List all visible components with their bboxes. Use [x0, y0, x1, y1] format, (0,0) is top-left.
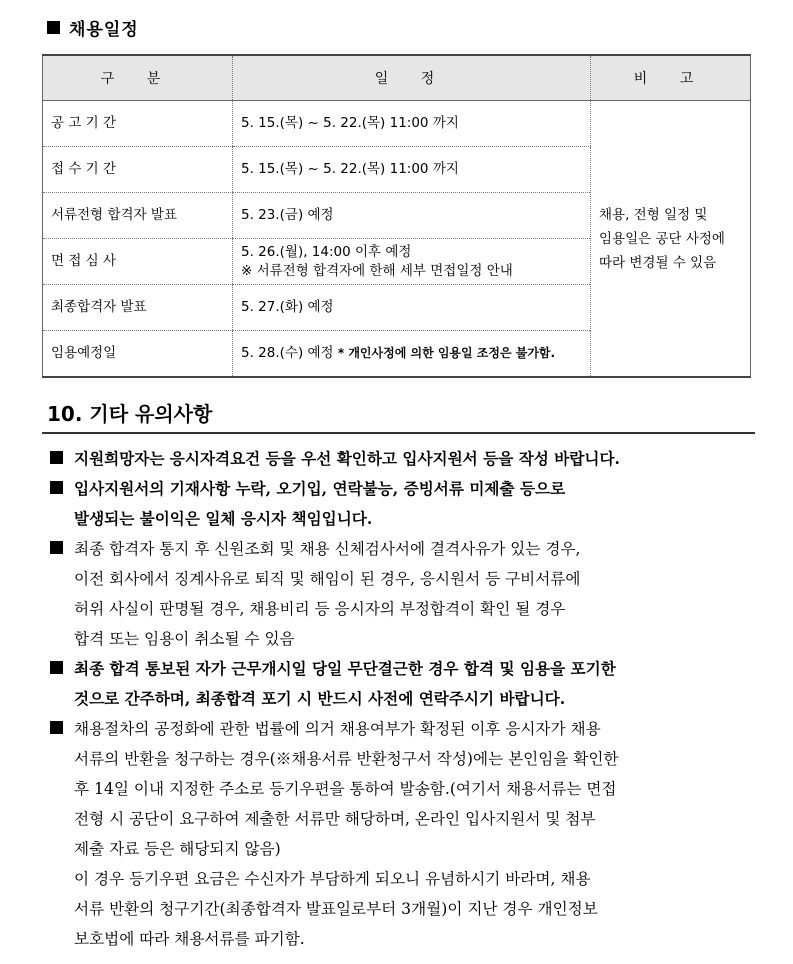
row-schedule-text: 5. 28.(수) 예정 — [241, 345, 334, 361]
list-item — [50, 534, 762, 654]
list-item — [50, 474, 762, 534]
list-item-line: 최종 합격 통보된 자가 근무개시일 당일 무단결근한 경우 합격 및 임용을 포기한 — [74, 659, 616, 678]
row-label: 공 고 기 간 — [43, 101, 233, 147]
square-bullet-icon — [50, 661, 63, 674]
section-notes-title: 10. 기타 유의사항 — [47, 402, 213, 426]
row-label: 임용예정일 — [43, 331, 233, 378]
square-bullet-icon — [50, 481, 63, 494]
list-item-line: 지원희망자는 응시자격요건 등을 우선 확인하고 입사지원서 등을 작성 바랍니다. — [74, 449, 620, 468]
remark-line: 임용일은 공단 사정에 — [599, 230, 725, 247]
row-schedule: 5. 15.(목) ~ 5. 22.(목) 11:00 까지 — [233, 101, 591, 147]
row-label: 접 수 기 간 — [43, 147, 233, 193]
list-item-line: 입사지원서의 기재사항 누락, 오기입, 연락불능, 증빙서류 미제출 등으로 — [74, 479, 566, 498]
list-item — [50, 444, 762, 474]
row-schedule — [233, 331, 591, 378]
table-row — [43, 101, 751, 147]
header-remarks: 비 고 — [591, 55, 751, 101]
list-item-line: 합격 또는 임용이 취소될 수 있음 — [74, 630, 295, 648]
list-item-line: 발생되는 불이익은 일체 응시자 책임입니다. — [74, 509, 373, 528]
list-item-line: 보호법에 따라 채용서류를 파기함. — [74, 930, 305, 948]
row-schedule: 5. 15.(목) ~ 5. 22.(목) 11:00 까지 — [233, 147, 591, 193]
list-item-line: 제출 자료 등은 해당되지 않음) — [74, 840, 281, 858]
list-item-line: 채용절차의 공정화에 관한 법률에 의거 채용여부가 확정된 이후 응시자가 채용 — [74, 720, 601, 738]
row-schedule: 5. 27.(화) 예정 — [233, 285, 591, 331]
appointment-note: * 개인사정에 의한 임용일 조정은 불가함. — [337, 346, 556, 360]
square-bullet-icon — [50, 541, 63, 554]
remark-line: 따라 변경될 수 있음 — [599, 254, 717, 271]
section-schedule-title — [47, 15, 139, 40]
square-bullet-icon — [50, 451, 63, 464]
list-item-line: 이전 회사에서 징계사유로 퇴직 및 해임이 된 경우, 응시원서 등 구비서류에 — [74, 570, 581, 588]
list-item-line: 허위 사실이 판명될 경우, 채용비리 등 응시자의 부정합격이 확인 될 경우 — [74, 600, 566, 618]
table-header-row — [43, 55, 751, 101]
list-item — [50, 654, 762, 714]
list-item-line: 최종 합격자 통지 후 신원조회 및 채용 신체검사서에 결격사유가 있는 경우, — [74, 540, 581, 558]
row-schedule — [233, 239, 591, 285]
row-schedule-line: ※ 서류전형 합격자에 한해 세부 면접일정 안내 — [241, 262, 513, 279]
header-schedule: 일 정 — [233, 55, 591, 101]
header-category: 구 분 — [43, 55, 233, 101]
list-item-line: 서류 반환의 청구기간(최종합격자 발표일로부터 3개월)이 지난 경우 개인정보 — [74, 900, 598, 918]
list-item — [50, 714, 762, 954]
row-label: 최종합격자 발표 — [43, 285, 233, 331]
square-bullet-icon — [47, 21, 60, 34]
row-label: 서류전형 합격자 발표 — [43, 193, 233, 239]
notes-list — [50, 444, 762, 954]
list-item-line: 것으로 간주하며, 최종합격 포기 시 반드시 사전에 연락주시기 바랍니다. — [74, 689, 566, 708]
list-item-line: 서류의 반환을 청구하는 경우(※채용서류 반환청구서 작성)에는 본인임을 확인한 — [74, 750, 619, 768]
list-item-line: 후 14일 이내 지정한 주소로 등기우편을 통하여 발송함.(여기서 채용서류는 면접 — [74, 780, 617, 798]
row-schedule-line: 5. 26.(월), 14:00 이후 예정 — [241, 243, 412, 260]
remark-line: 채용, 전형 일정 및 — [599, 206, 708, 223]
row-schedule: 5. 23.(금) 예정 — [233, 193, 591, 239]
schedule-table — [42, 54, 751, 378]
section-schedule-title-text: 채용일정 — [69, 20, 139, 40]
section-divider — [42, 432, 755, 434]
remarks-cell — [591, 101, 751, 378]
row-label: 면 접 심 사 — [43, 239, 233, 285]
square-bullet-icon — [50, 721, 63, 734]
list-item-line: 전형 시 공단이 요구하여 제출한 서류만 해당하며, 온라인 입사지원서 및 첨부 — [74, 810, 596, 828]
list-item-line: 이 경우 등기우편 요금은 수신자가 부담하게 되오니 유념하시기 바라며, 채용 — [74, 870, 591, 888]
